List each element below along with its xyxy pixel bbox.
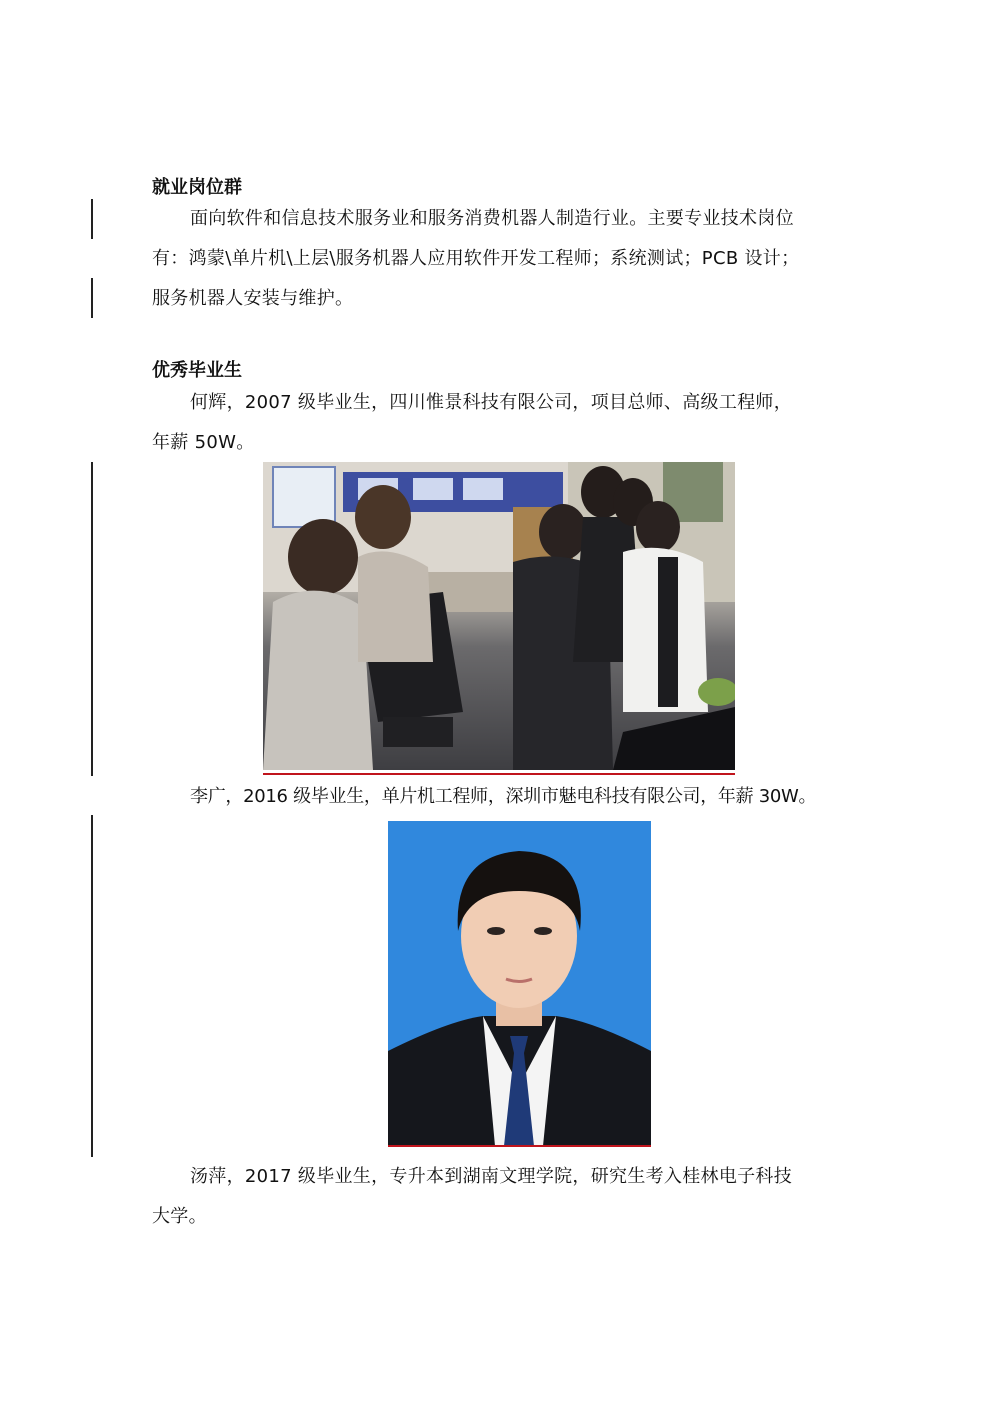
graduate-3-text: [152, 1157, 852, 1237]
revision-bar: [91, 815, 93, 1157]
jobs-paragraph-line: [152, 199, 852, 319]
graduate-3-line-1: 汤萍，2017 级毕业生，专升本到湖南文理学院，研究生考入桂林电子科技: [190, 1166, 793, 1187]
revision-bar: [91, 462, 93, 776]
photo-underline: [263, 773, 735, 775]
section-heading-jobs: 就业岗位群: [152, 177, 242, 198]
jobs-line-3: 服务机器人安装与维护。: [152, 288, 354, 309]
graduate-1-line-1: 何辉，2007 级毕业生，四川惟景科技有限公司，项目总师、高级工程师，: [190, 392, 793, 413]
revision-bar: [91, 199, 93, 239]
graduate-2-portrait-photo: [388, 821, 651, 1146]
revision-bar: [91, 278, 93, 318]
portrait-underline: [388, 1145, 651, 1147]
jobs-line-2: 有：鸿蒙\单片机\上层\服务机器人应用软件开发工程师；系统测试；PCB 设计；: [152, 248, 800, 269]
graduate-3-line-2: 大学。: [152, 1206, 207, 1227]
classroom-scene-image: [263, 462, 735, 770]
section-heading-graduates: 优秀毕业生: [152, 360, 242, 381]
graduate-2-text: [152, 777, 872, 817]
graduate-1-group-photo: [263, 462, 735, 770]
graduate-1-line-2: 年薪 50W。: [152, 432, 255, 453]
graduate-1-text: [152, 383, 852, 463]
jobs-line-1: 面向软件和信息技术服务业和服务消费机器人制造行业。主要专业技术岗位: [190, 208, 794, 229]
portrait-image: [388, 821, 651, 1146]
graduate-2-line-1: 李广，2016 级毕业生，单片机工程师，深圳市魅电科技有限公司，年薪 30W。: [190, 786, 817, 807]
